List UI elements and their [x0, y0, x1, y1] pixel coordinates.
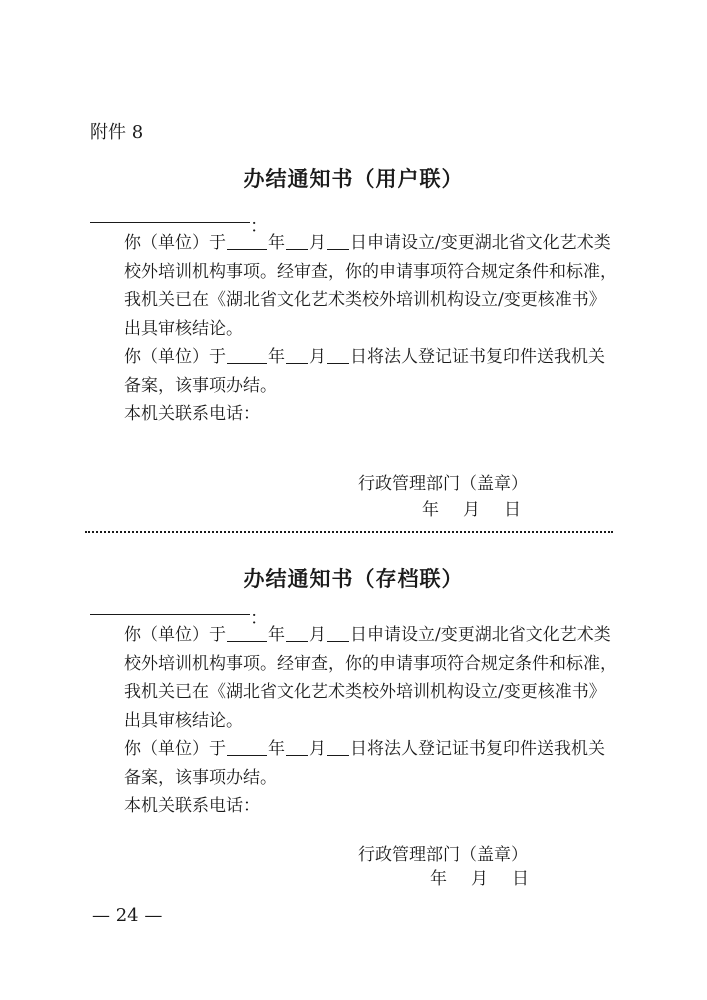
- cut-line-divider: [85, 531, 613, 533]
- blank-day: [327, 739, 349, 756]
- notice-body-user: [88, 229, 618, 429]
- signature-department: 行政管理部门（盖章）: [358, 845, 528, 865]
- blank-year: [227, 739, 267, 756]
- recipient-blank-user: [90, 222, 250, 223]
- signature-date: 年 月 日: [422, 500, 521, 520]
- paragraph-filing: 你（单位）于 年 月 日将法人登记证书复印件送我机关备案，该事项办结。: [124, 739, 605, 788]
- section-title-archive: 办结通知书（存档联）: [243, 566, 464, 591]
- paragraph-application: 你（单位）于 年 月 日申请设立/变更湖北省文化艺术类校外培训机构事项。经审查，你的申请事项符合规定条件和标准，我机关已在《湖北省文化艺术类校外培训机构设立/变更核准书》出具审核结论。: [124, 625, 617, 731]
- blank-month: [286, 739, 308, 756]
- contact-phone: 本机关联系电话：: [124, 796, 260, 816]
- paragraph-filing: 你（单位）于 年 月 日将法人登记证书复印件送我机关备案，该事项办结。: [124, 347, 605, 396]
- blank-day: [327, 347, 349, 364]
- blank-year: [227, 347, 267, 364]
- section-title-user: 办结通知书（用户联）: [243, 166, 464, 191]
- contact-phone: 本机关联系电话：: [124, 404, 260, 424]
- recipient-colon: ：: [250, 608, 268, 629]
- signature-department: 行政管理部门（盖章）: [358, 474, 528, 494]
- signature-date: 年 月 日: [430, 869, 529, 889]
- blank-month: [286, 625, 308, 642]
- blank-month: [286, 233, 308, 250]
- blank-day: [327, 233, 349, 250]
- blank-day: [327, 625, 349, 642]
- blank-year: [227, 233, 267, 250]
- notice-body-archive: [88, 621, 618, 821]
- paragraph-application: 你（单位）于 年 月 日申请设立/变更湖北省文化艺术类校外培训机构事项。经审查，你的申请事项符合规定条件和标准，我机关已在《湖北省文化艺术类校外培训机构设立/变更核准书》出具审核结论。: [124, 233, 617, 339]
- recipient-blank-archive: [90, 614, 250, 615]
- attachment-label: 附件 8: [90, 122, 144, 143]
- blank-month: [286, 347, 308, 364]
- blank-year: [227, 625, 267, 642]
- recipient-colon: ：: [250, 216, 268, 237]
- page-number: — 24 —: [92, 905, 163, 926]
